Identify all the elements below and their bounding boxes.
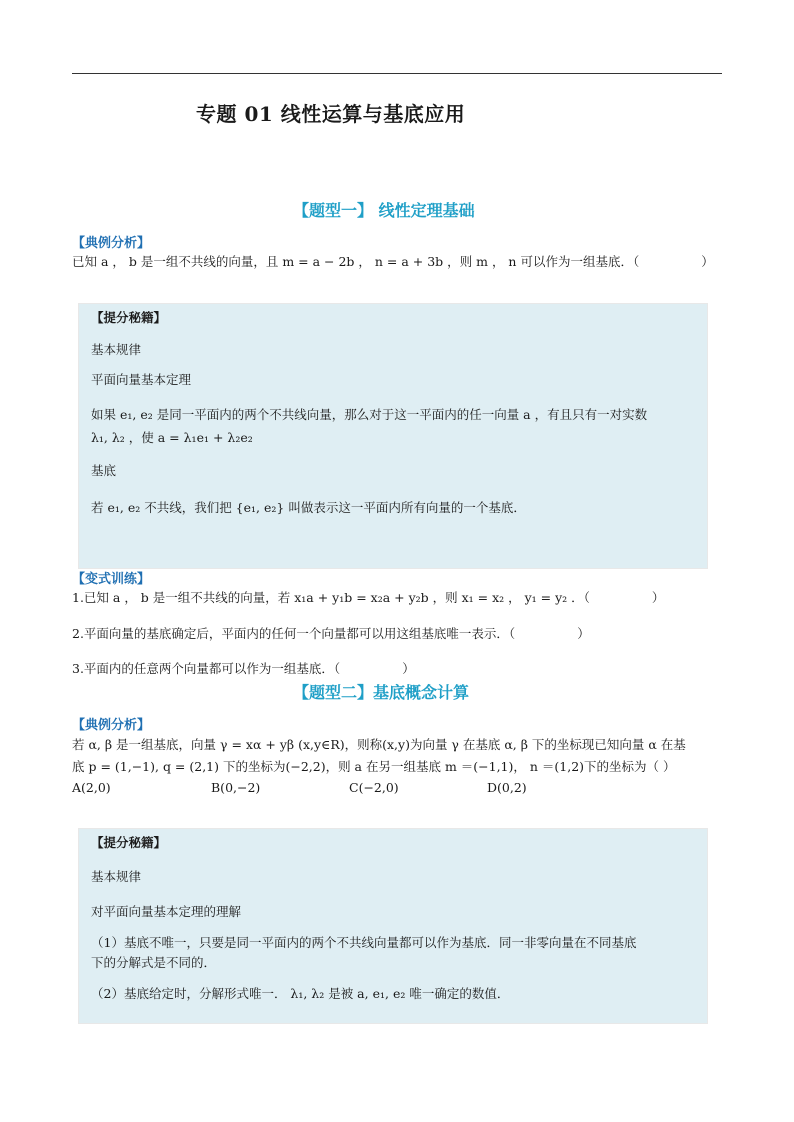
practice-tag: 【变式训练】 [72,572,151,587]
point-1-line-1: （1）基底不唯一，只要是同一平面内的两个不共线向量都可以作为基底．同一非零向量在不同基底 [91,935,637,950]
option-a: A(2,0) [72,780,111,795]
practice-question-3 [72,659,415,679]
rule-title-2: 基本规律 [91,869,142,884]
basis-title: 基底 [91,463,117,478]
tips-tag: 【提分秘籍】 [91,310,167,325]
theorem-title: 平面向量基本定理 [91,372,192,387]
option-d: D(0,2) [487,780,527,795]
example-statement: 已知 a ， b 是一组不共线的向量，且 m = a − 2b ， n = a + 3b ，则 m ， n 可以作为一组基底．（ [72,254,640,269]
point-2: （2）基底给定时，分解形式唯一． λ₁, λ₂ 是被 a, e₁, e₂ 唯一确定的数值． [91,986,510,1001]
practice-question-1 [72,588,664,608]
tips-tag-2: 【提分秘籍】 [91,835,167,850]
point-1-line-2: 下的分解式是不同的． [91,955,217,970]
rule-title: 基本规律 [91,342,142,357]
understand-title: 对平面向量基本定理的理解 [91,904,242,919]
q3-close: ） [402,661,415,676]
example-close-paren: ） [701,254,714,269]
tips-box-2 [78,828,708,1024]
practice-question-2 [72,624,590,644]
basis-line: 若 e₁, e₂ 不共线，我们把 {e₁, e₂} 叫做表示这一平面内所有向量的一个基底． [91,500,526,515]
q2-close: ） [577,626,590,641]
option-c: C(−2,0) [349,780,399,795]
option-b: B(0,−2) [211,780,261,795]
page-title: 专题 01 线性运算与基底应用 [196,102,466,126]
q2-text: 2.平面向量的基底确定后，平面内的任何一个向量都可以用这组基底唯一表示．（ [72,626,516,641]
q3-text: 3.平面内的任意两个向量都可以作为一组基底．（ [72,661,341,676]
q1-text: 1.已知 a ， b 是一组不共线的向量，若 x₁a + y₁b = x₂a + y₂b ，则 x₁ = x₂ ， y₁ = y₂ ．（ [72,590,590,605]
example2-line-1: 若 α, β 是一组基底，向量 γ = xα + yβ (x,y∈R)，则称(x,y)为向量 γ 在基底 α, β 下的坐标现已知向量 α 在基 [72,737,686,752]
section-heading-1: 【题型一】 线性定理基础 [293,201,475,220]
example-text-1 [72,252,714,272]
header-rule [72,73,722,74]
tips-box-1 [78,303,708,569]
theorem-line-1: 如果 e₁, e₂ 是同一平面内的两个不共线向量，那么对于这一平面内的任一向量 a ，有且只有一对实数 [91,407,648,422]
theorem-line-2: λ₁, λ₂ ，使 a = λ₁e₁ + λ₂e₂ [91,430,253,445]
example2-line-2: 底 p = (1,−1), q = (2,1) 下的坐标为(−2,2)，则 a 在另一组基底 m ＝(−1,1)， n ＝(1,2)下的坐标为（ ） [72,759,676,774]
section-heading-2: 【题型二】基底概念计算 [293,683,470,702]
example-tag-1: 【典例分析】 [72,236,151,251]
q1-close: ） [651,590,665,605]
example-tag-2: 【典例分析】 [72,718,151,733]
